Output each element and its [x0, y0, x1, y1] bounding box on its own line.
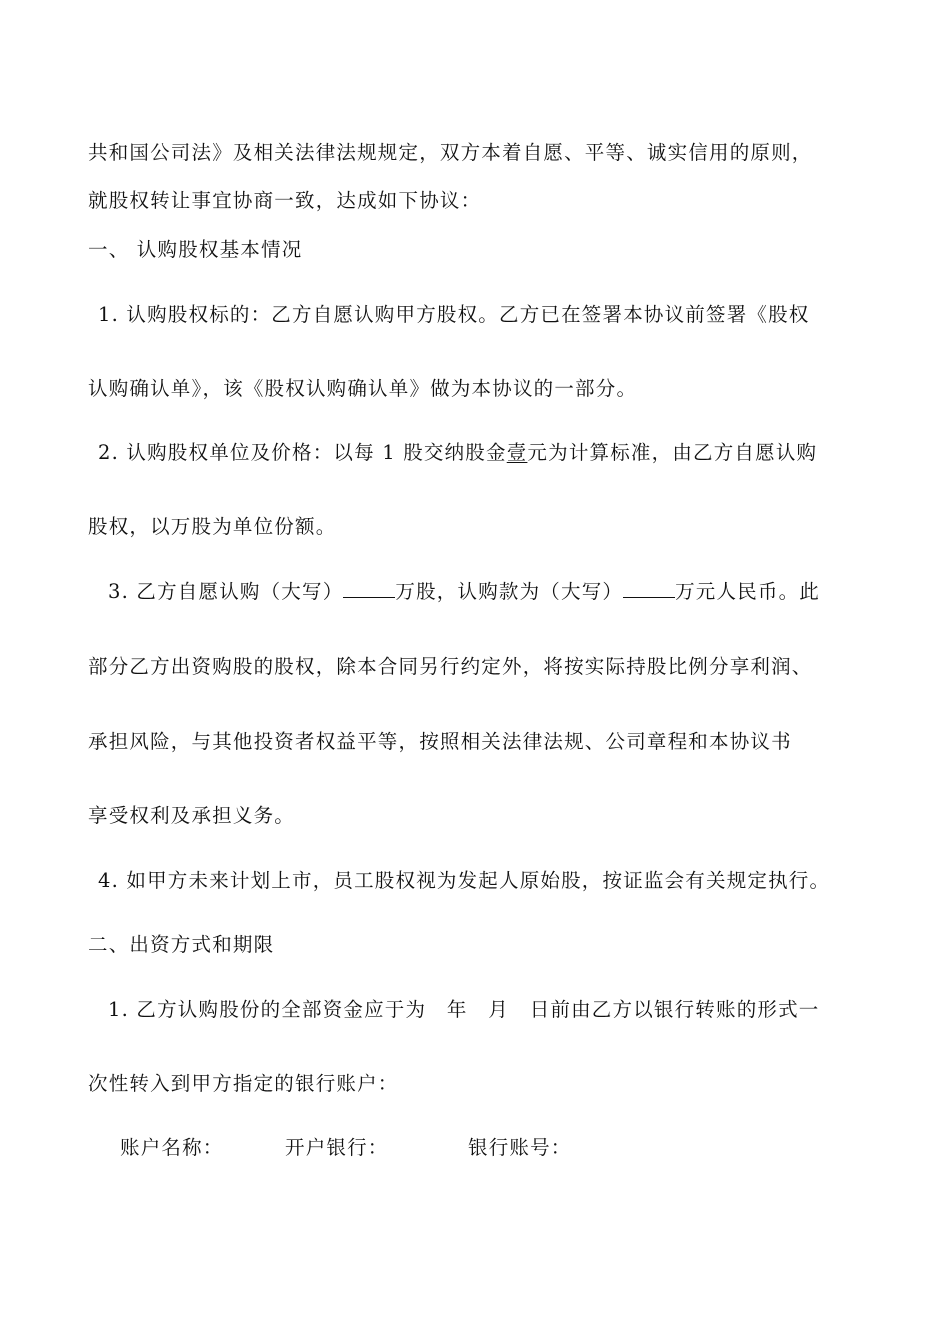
item-2-text-b: 元为计算标准，由乙方自愿认购 — [527, 441, 818, 464]
item-3-text-c: 万元人民币。此 — [675, 580, 821, 603]
bank-label: 开户银行： — [285, 1136, 389, 1159]
shares-blank[interactable] — [343, 579, 395, 598]
section-1-heading: 一、 认购股权基本情况 — [88, 238, 303, 261]
account-name-label: 账户名称： — [120, 1136, 224, 1159]
intro-line-2: 就股权转让事宜协商一致，达成如下协议： — [88, 189, 482, 212]
bank-account-row — [120, 1135, 920, 1161]
amount-blank[interactable] — [623, 579, 675, 598]
section-2-heading: 二、出资方式和期限 — [88, 933, 275, 956]
section-2-item-1-line-1: 1. 乙方认购股份的全部资金应于为 年 月 日前由乙方以银行转账的形式一 — [108, 998, 820, 1021]
section-1-item-1-line-2: 认购确认单》，该《股权认购确认单》做为本协议的一部分。 — [88, 377, 638, 400]
section-1-item-3-line-2: 部分乙方出资购股的股权，除本合同另行约定外，将按实际持股比例分享利润、 — [88, 655, 813, 678]
section-1-item-3-line-1 — [108, 579, 908, 605]
section-2-item-1-line-2: 次性转入到甲方指定的银行账户： — [88, 1072, 399, 1095]
section-1-item-4-line-1: 4. 如甲方未来计划上市，员工股权视为发起人原始股，按证监会有关规定执行。 — [98, 869, 831, 892]
item-2-price-underlined: 壹 — [506, 441, 528, 464]
item-3-text-a: 3. 乙方自愿认购（大写） — [108, 580, 344, 603]
section-1-item-3-line-4: 享受权利及承担义务。 — [88, 804, 296, 827]
intro-line-1: 共和国公司法》及相关法律法规规定，双方本着自愿、平等、诚实信用的原则， — [88, 141, 813, 164]
section-1-item-1-line-1: 1. 认购股权标的：乙方自愿认购甲方股权。乙方已在签署本协议前签署《股权 — [98, 303, 810, 326]
section-1-item-2-line-2: 股权，以万股为单位份额。 — [88, 515, 337, 538]
section-1-item-2-line-1 — [98, 440, 898, 466]
item-2-text-a: 2. 认购股权单位及价格：以每 1 股交纳股金 — [98, 441, 507, 464]
section-1-item-3-line-3: 承担风险，与其他投资者权益平等，按照相关法律法规、公司章程和本协议书 — [88, 730, 792, 753]
account-number-label: 银行账号： — [468, 1136, 572, 1159]
item-3-text-b: 万股，认购款为（大写） — [395, 580, 624, 603]
